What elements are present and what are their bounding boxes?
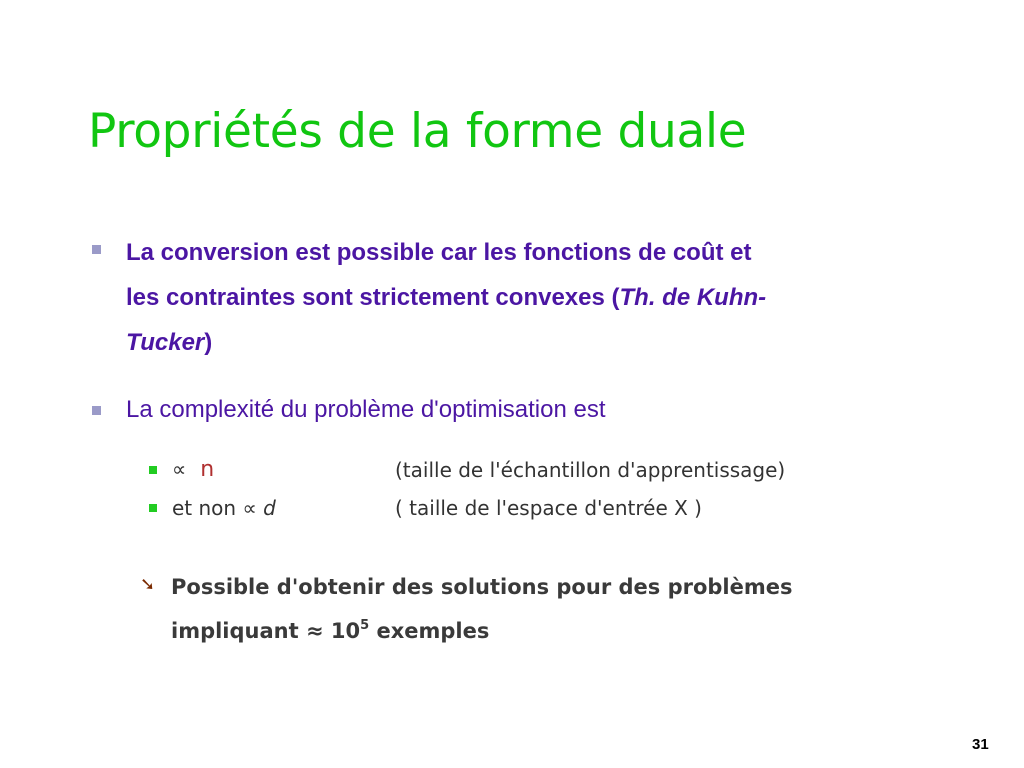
- arrow-icon: ➘: [140, 574, 156, 595]
- variable-n: n: [200, 457, 215, 482]
- sub-bullet-note: (taille de l'échantillon d'apprentissage): [395, 458, 786, 482]
- bullet-line: [126, 320, 956, 365]
- theorem-ref: Th. de Kuhn-: [619, 284, 767, 311]
- bullet-text: les contraintes sont strictement convexes (: [126, 284, 620, 311]
- bullet-complexity: La complexité du problème d'optimisation est: [126, 396, 606, 423]
- page-number: 31: [972, 736, 989, 753]
- bullet-conversion: [126, 230, 956, 365]
- conclusion-line: [171, 609, 971, 653]
- conclusion-text: impliquant ≈ 10: [171, 619, 361, 643]
- bullet-line: [126, 275, 956, 320]
- conclusion-text: exemples: [369, 619, 490, 643]
- bullet-line: La conversion est possible car les fonctions de coût et: [126, 239, 752, 266]
- sub-bullet-marker: [149, 466, 157, 474]
- variable-d: d: [263, 496, 276, 520]
- sub-bullet-n: [172, 457, 214, 482]
- sub-bullet-text: et non ∝: [172, 496, 264, 520]
- sub-bullet-note: ( taille de l'espace d'entrée X ): [395, 496, 702, 520]
- exponent: 5: [360, 618, 370, 633]
- sub-bullet-d: [172, 496, 276, 520]
- slide-title: Propriétés de la forme duale: [88, 104, 747, 159]
- bullet-marker: [92, 245, 101, 254]
- conclusion: [171, 565, 971, 653]
- proportional-symbol: ∝: [172, 457, 187, 481]
- sub-bullet-marker: [149, 504, 157, 512]
- theorem-ref: Tucker: [126, 329, 205, 356]
- bullet-marker: [92, 406, 101, 415]
- bullet-text: ): [204, 329, 213, 356]
- conclusion-line: Possible d'obtenir des solutions pour des problèmes: [171, 575, 793, 599]
